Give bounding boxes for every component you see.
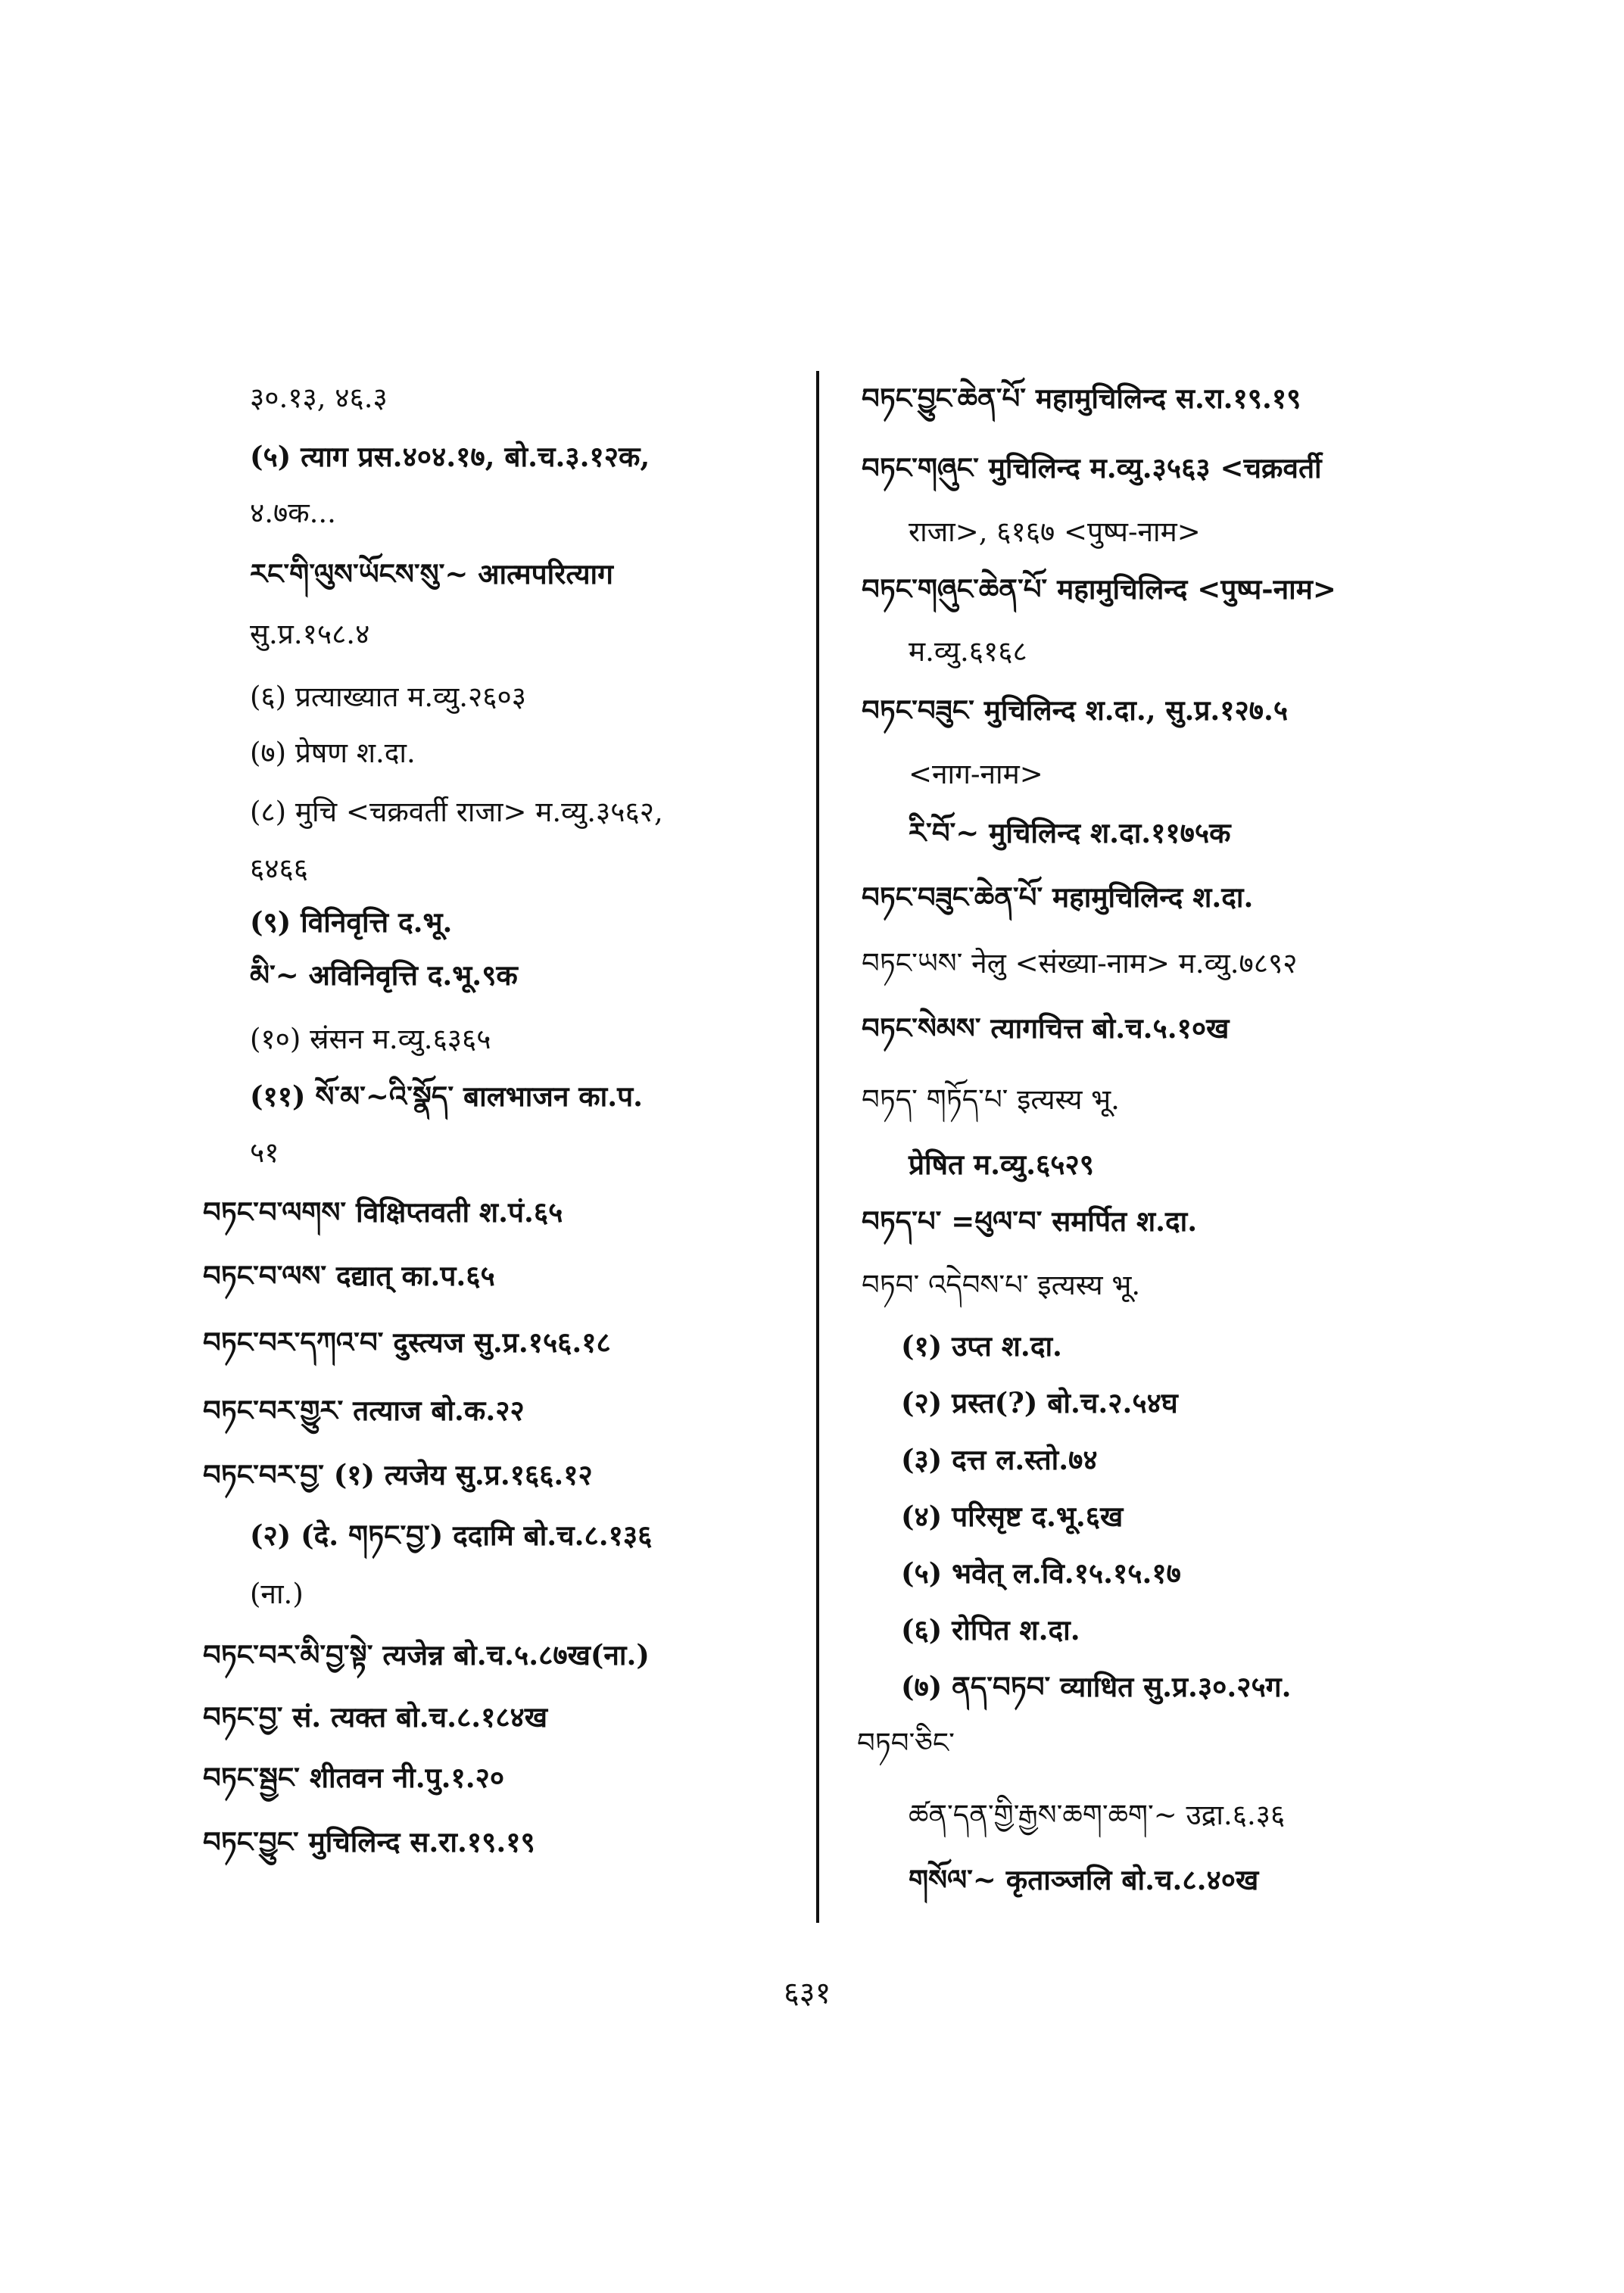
entry-line: བཏང་བར་བྱ་ (१) त्यजेय सु.प्र.१६६.१२ (203, 1458, 593, 1491)
page-number: ६३१ (784, 1976, 831, 2011)
entry-line: (५) त्याग प्रस.४०४.१७, बो.च.३.१२क, (250, 440, 650, 473)
entry-line: प्रेषित म.व्यु.६५२९ (909, 1148, 1094, 1181)
entry-line: བཏང་བཟུང་ཆེན་པོ་ महामुचिलिन्द श.दा. (862, 880, 1254, 914)
entry-line: མི་~ अविनिवृत्ति द.भू.९क (250, 958, 518, 992)
entry-line: (ना.) (250, 1578, 304, 1610)
entry-line: བཏད་ གཏོད་པ་ इत्यस्य भू. (862, 1083, 1120, 1116)
entry-line: བཏང་བ་ལགས་ विक्षिप्तवती श.पं.६५ (203, 1195, 563, 1229)
entry-line: (२) (दे. གཏང་བྱ་) ददामि बो.च.८.१३६ (250, 1519, 653, 1552)
entry-line: བཏང་བཟུང་ मुचिलिन्द श.दा., सु.प्र.१२७.५ (862, 693, 1289, 727)
entry-line: བཏང་གཞུང་ मुचिलिन्द म.व्यु.३५६३ <चक्रवर्ती (862, 451, 1322, 484)
column-divider (816, 371, 819, 1923)
entry-line: (१०) स्रंसन म.व्यु.६३६५ (250, 1023, 491, 1055)
entry-line: བཏང་བྱ་ सं. त्यक्त बो.च.८.१८४ख (203, 1700, 548, 1734)
entry-line: བཏབ་ཅིང་ (857, 1727, 955, 1759)
entry-line: བཏང་གཞུང་ཆེན་པོ་ महामुचिलिन्द <पुष्प-नाम> (862, 572, 1336, 606)
entry-line: (५) भवेत् ल.वि.१५.१५.१७ (901, 1556, 1181, 1590)
entry-line: བཏང་བ་ལས་ दद्यात् का.प.६५ (203, 1259, 495, 1292)
entry-line: (६) रोपित श.दा. (901, 1613, 1080, 1647)
entry-line: རང་གི་ལུས་ཡོངས་སུ་~ आत्मपरित्याग (250, 557, 613, 590)
entry-line: བཏབ་ འདེབས་པ་ इत्यस्य भू. (862, 1269, 1141, 1301)
entry-line: (७) ནད་བཏབ་ व्याधित सु.प्र.३०.२५ग. (901, 1670, 1292, 1703)
entry-line: (८) मुचि <चक्रवर्ती राजा> म.व्यु.३५६२, (250, 796, 663, 828)
entry-line: བཏང་སྦྱང་ शीतवन नी.पु.१.२० (203, 1761, 505, 1794)
entry-line: ४.७क... (250, 497, 336, 529)
entry-line: ६४६६ (250, 852, 308, 885)
entry-line: (४) परिसृष्ट द.भू.६ख (901, 1500, 1124, 1533)
entry-line: གསོལ་~ कृताञ्जलि बो.च.८.४०ख (909, 1863, 1259, 1896)
entry-line: བཏང་བྱུང་ मुचिलिन्द स.रा.१९.१९ (203, 1825, 535, 1858)
entry-line: བཏང་བར་མི་བྱ་སྟེ་ त्यजेन्न बो.च.५.८७ख(ना.) (203, 1638, 650, 1671)
entry-line: བཏད་པ་ =ཕུལ་བ་ समर्पित श.दा. (862, 1204, 1198, 1238)
entry-line: ५१ (250, 1136, 279, 1169)
entry-line: བཏང་སེམས་ त्यागचित्त बो.च.५.१०ख (862, 1011, 1230, 1045)
entry-line: सु.प्र.१५८.४ (250, 618, 370, 650)
entry-line: <नाग-नाम> (909, 758, 1043, 790)
right-column (825, 0, 1624, 2293)
entry-line: (९) विनिवृत्ति द.भू. (250, 905, 453, 939)
entry-line: བཏང་བྱུང་ཆེན་པོ་ महामुचिलिन्द स.रा.१९.१९ (862, 382, 1301, 415)
entry-line: (३) दत्त ल.स्तो.७४ (901, 1443, 1098, 1476)
entry-line: རི་བོ་~ मुचिलिन्द श.दा.११७५क (909, 816, 1231, 849)
entry-line: བཏང་བར་དཀའ་བ་ दुस्त्यज सु.प्र.१५६.१८ (203, 1326, 611, 1359)
entry-line: (११) སོ་མ་~འི་སྣོད་ बालभाजन का.प. (250, 1080, 644, 1113)
entry-line: राजा>, ६१६७ <पुष्प-नाम> (909, 516, 1201, 548)
entry-line: म.व्यु.६१६८ (909, 635, 1027, 668)
entry-line: (७) प्रेषण श.दा. (250, 737, 416, 769)
entry-line: བཏང་བར་གྱུར་ तत्याज बो.क.२२ (203, 1394, 525, 1427)
entry-line: བཏང་ཡས་ नेलु <संख्या-नाम> म.व्यु.७८९२ (862, 947, 1298, 980)
entry-line: ཚན་དན་གྱི་རྒྱས་ཆག་ཆག་~ उद्रा.६.३६ (909, 1799, 1286, 1831)
entry-line: (२) प्रस्त(?) बो.च.२.५४घ (901, 1386, 1178, 1419)
entry-line: ३०.१३, ४६.३ (250, 382, 388, 414)
entry-line: (६) प्रत्याख्यात म.व्यु.२६०३ (250, 681, 526, 713)
entry-line: (१) उप्त श.दा. (901, 1329, 1062, 1363)
